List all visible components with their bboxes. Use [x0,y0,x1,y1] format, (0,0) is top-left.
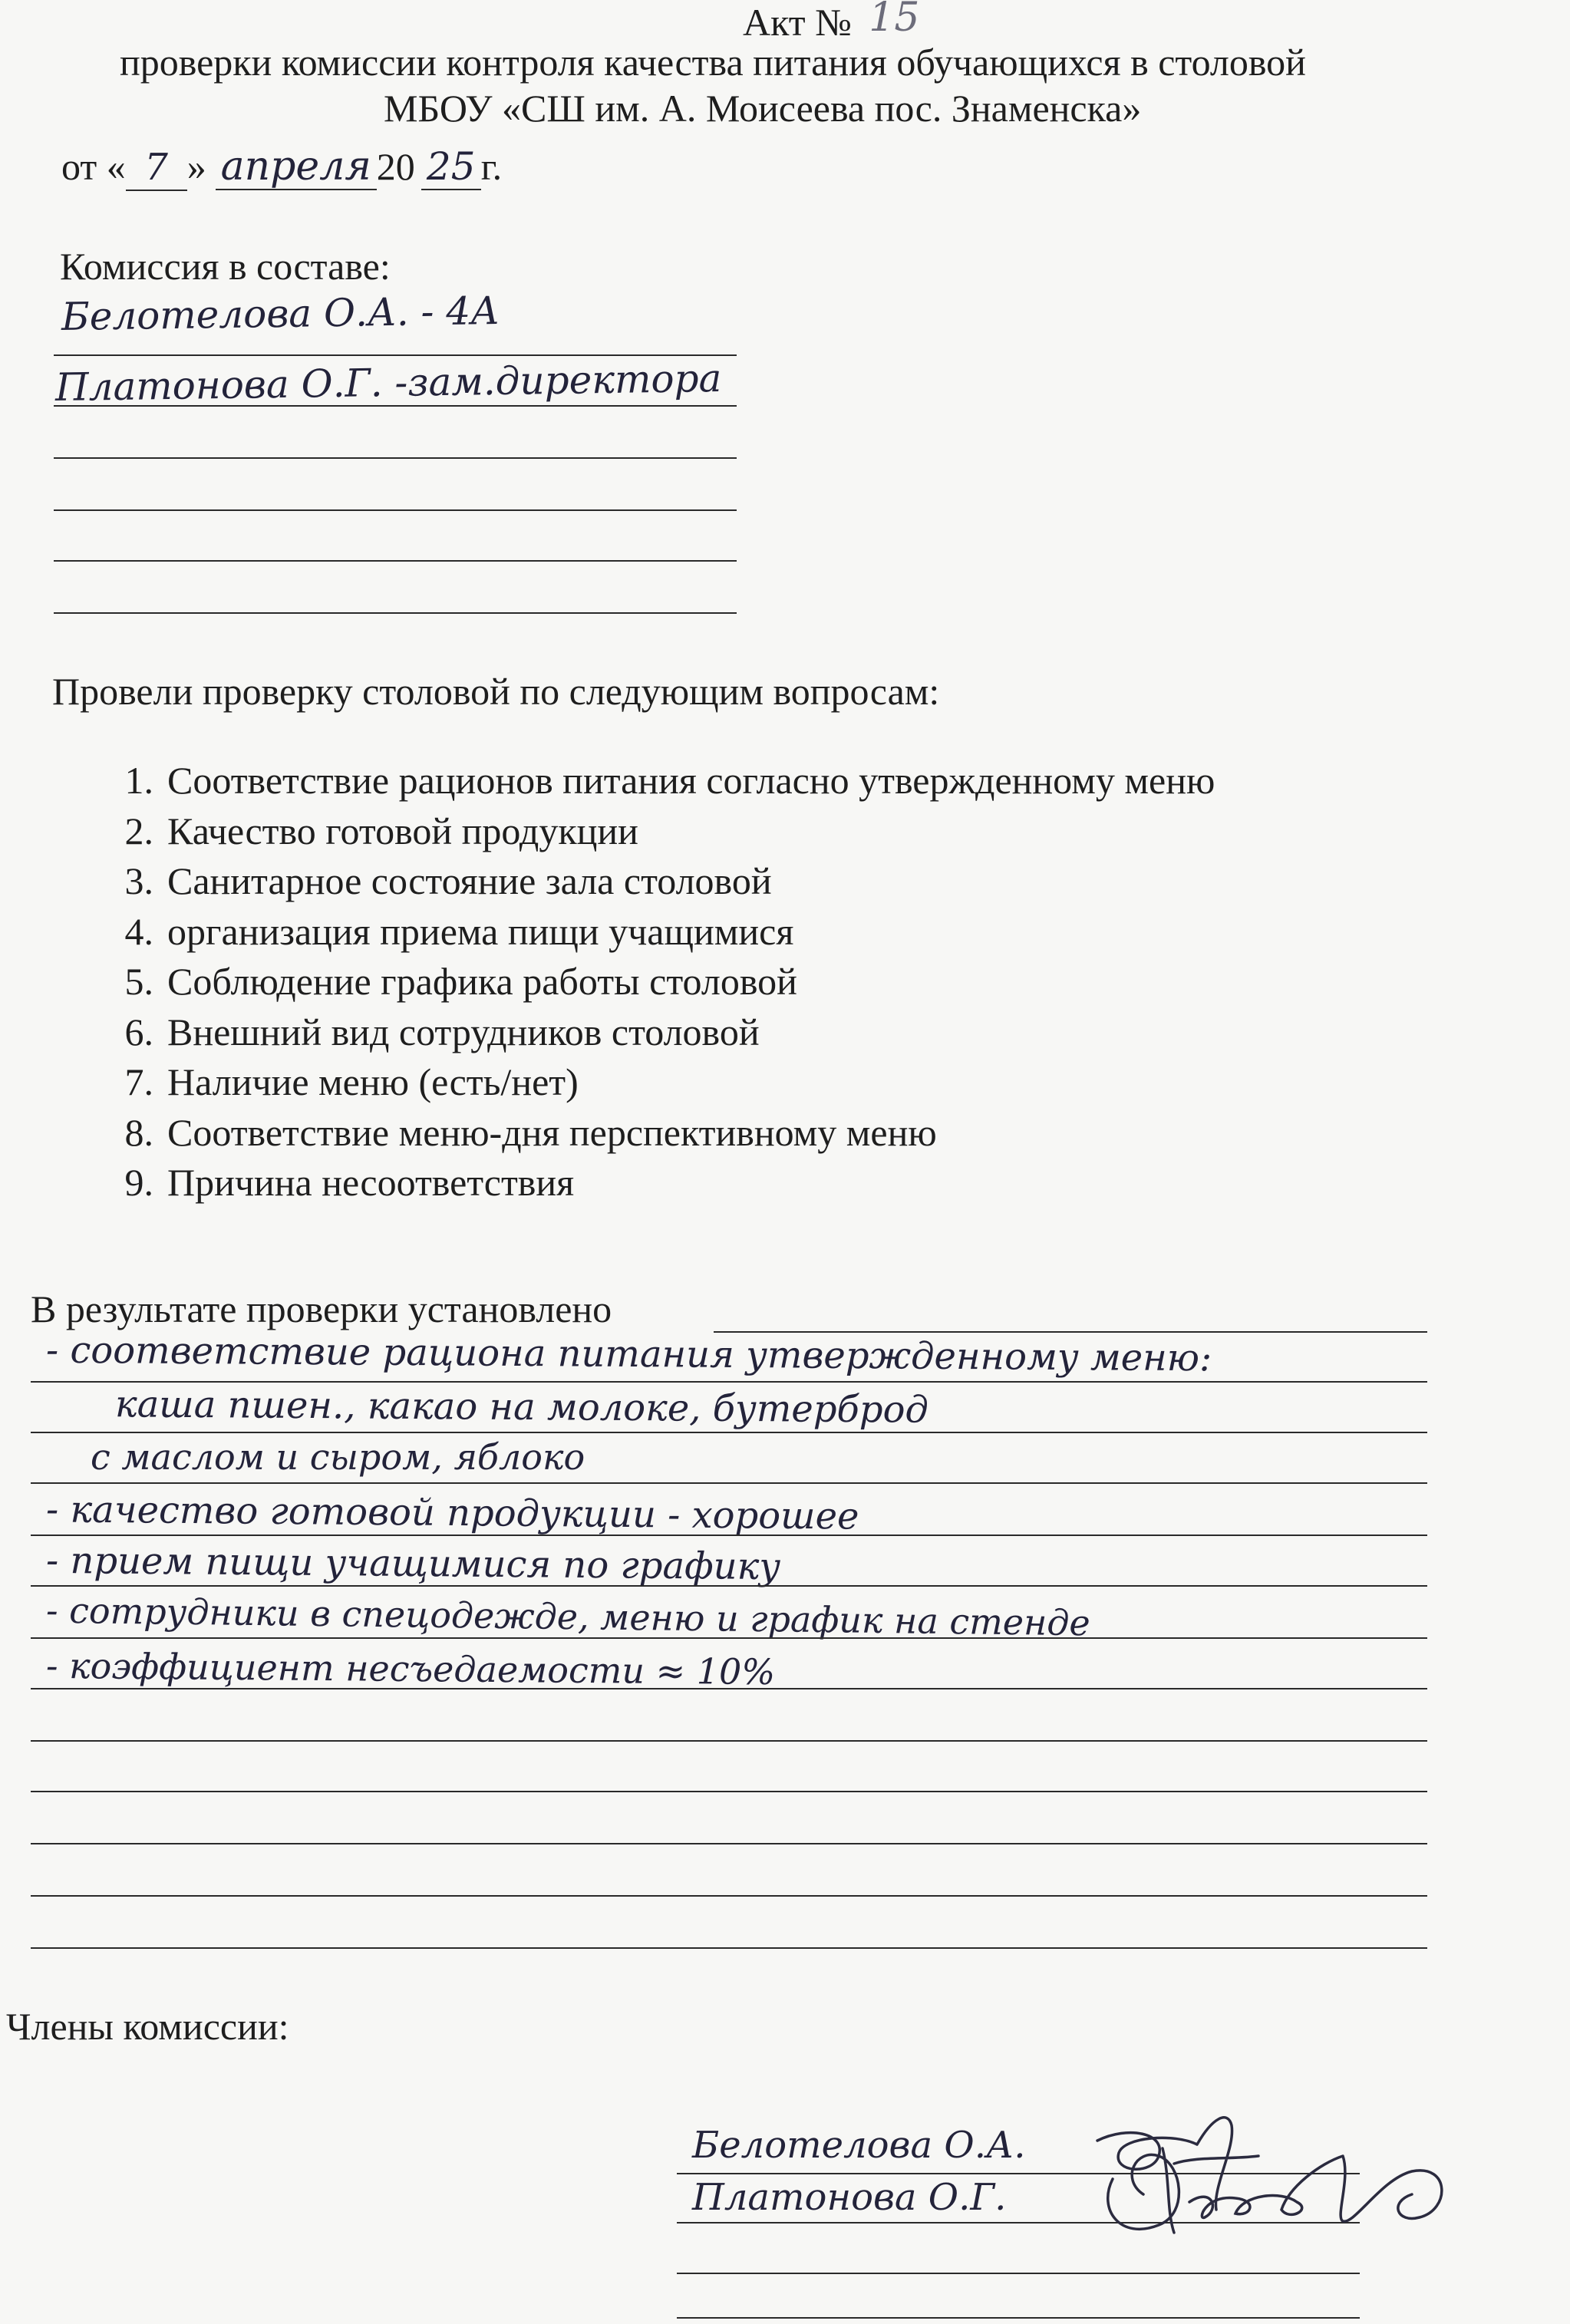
signature-line-4 [677,2317,1360,2319]
signature-name-1: Белотелова О.А. [692,2124,1026,2167]
results-label-line [714,1331,1427,1333]
act-title [743,0,919,45]
results-line-9 [31,1791,1427,1792]
act-number: 15 [869,0,920,41]
result-line-5: - прием пищи учащимися по графику [45,1538,781,1589]
commission-line-5 [54,560,737,562]
results-line-12 [31,1947,1427,1949]
commission-line-6 [54,612,737,614]
result-line-7: - коэффициент несъедаемости ≈ 10% [45,1644,776,1693]
commission-label: Комиссия в составе: [60,245,391,288]
date-prefix: от « [61,145,126,188]
result-line-4: - качество готовой продукции - хорошее [45,1488,859,1538]
results-line-2 [31,1432,1427,1433]
results-line-4 [31,1534,1427,1536]
date-month-field [216,144,377,190]
act-label: Акт № [743,1,852,44]
question-item: 8. Соответствие меню-дня перспективному меню [124,1110,937,1154]
results-line-8 [31,1740,1427,1742]
result-line-2: каша пшен., какао на молоке, бутерброд [114,1383,929,1432]
results-label: В результате проверки установлено [31,1287,612,1330]
question-item: 7. Наличие меню (есть/нет) [124,1060,579,1103]
question-item: 6. Внешний вид сотрудников столовой [124,1010,760,1053]
commission-member-2: Платонова О.Г. -зам.директора [54,355,722,410]
result-line-1: - соответствие рациона питания утвержденному меню: [45,1328,1212,1380]
signature-mark-2 [1090,2133,1489,2248]
signatures-label: Члены комиссии: [6,2005,289,2048]
date-year-prefix: 20 [376,145,415,188]
question-item: 5. Соблюдение графика работы столовой [124,960,797,1003]
signature-name-2: Платонова О.Г. [692,2176,1007,2219]
results-line-5 [31,1585,1427,1587]
signature-line-3 [677,2273,1360,2274]
result-line-6: - сотрудники в спецодежде, меню и график на стенде [45,1589,1091,1644]
question-item: 1. Соответствие рационов питания согласно утвержденному меню [124,759,1215,802]
act-date [61,144,502,191]
date-month: апреля [220,143,371,190]
date-day-field [126,144,187,191]
date-day: 7 [144,146,168,189]
commission-line-2 [54,405,737,407]
question-item: 9. Причина несоответствия [124,1161,575,1204]
commission-member-1: Белотелова О.А. - 4А [61,288,500,339]
results-line-6 [31,1637,1427,1639]
question-item: 4. организация приема пищи учащимися [124,909,794,953]
date-year-field [421,144,481,190]
result-line-3: с маслом и сыром, яблоко [91,1436,585,1478]
questions-intro: Провели проверку столовой по следующим вопросам: [52,670,940,713]
results-line-7 [31,1688,1427,1689]
results-line-11 [31,1895,1427,1897]
title-line-1: проверки комиссии контроля качества питания обучающихся в столовой [120,41,1306,84]
commission-line-4 [54,509,737,511]
date-year-suffix: 25 [426,144,476,189]
question-item: 3. Санитарное состояние зала столовой [124,859,772,902]
date-end: г. [480,145,503,188]
results-line-10 [31,1843,1427,1844]
results-line-3 [31,1482,1427,1484]
results-line-1 [31,1381,1427,1383]
question-item: 2. Качество готовой продукции [124,809,638,852]
date-mid: » [186,145,206,188]
commission-line-3 [54,457,737,459]
commission-line-1 [54,354,737,356]
questions-list [100,756,1215,1208]
title-line-2: МБОУ «СШ им. А. Моисеева пос. Знаменска» [384,87,1142,130]
